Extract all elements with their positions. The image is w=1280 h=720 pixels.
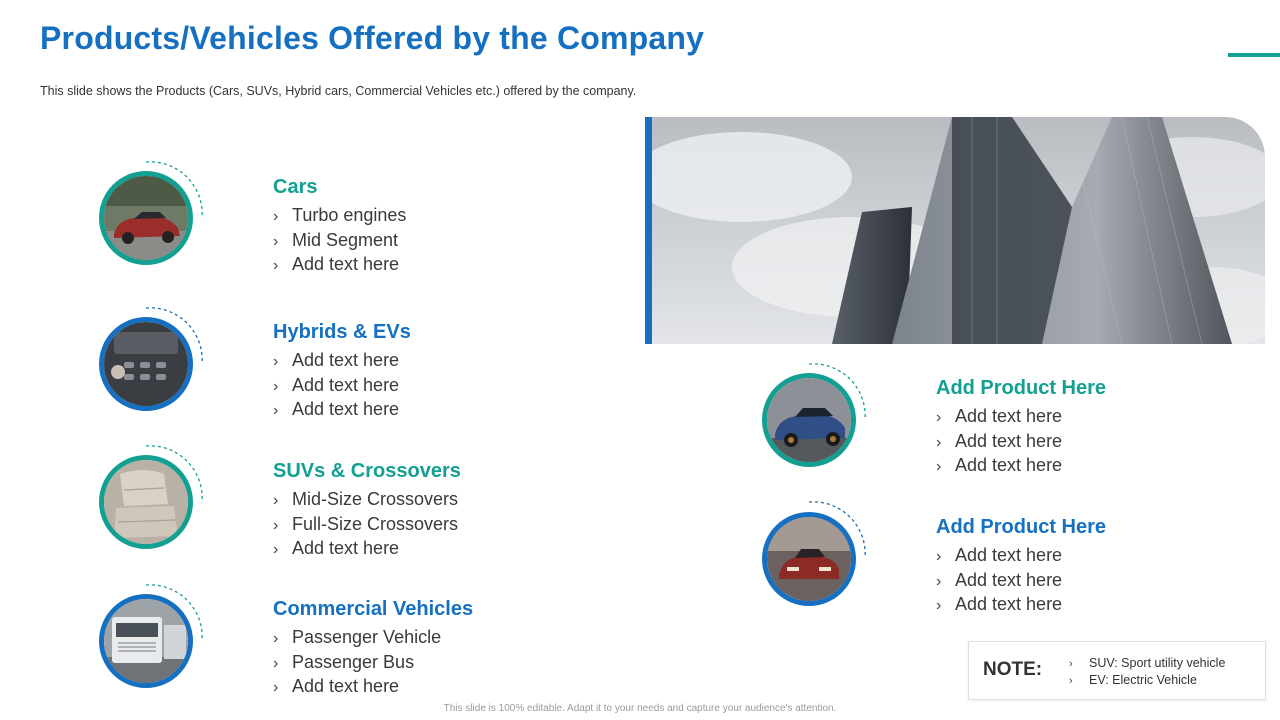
chevron-right-icon: › [936,572,942,590]
slide-footer: This slide is 100% editable. Adapt it to your needs and capture your audience's attention. [443,703,837,714]
product-suvs-crossovers [273,460,673,562]
product-title: Cars [273,176,318,198]
list-item: › Passenger Vehicle [273,626,673,651]
chevron-right-icon: › [273,654,279,672]
product-title: Add Product Here [936,377,1107,399]
slide-subtitle: This slide shows the Products (Cars, SUVs, Hybrid cars, Commercial Vehicles etc.) offered by the company. [40,84,637,98]
product-add-1 [936,377,1266,479]
product-commercial-vehicles [273,598,673,700]
chevron-right-icon: › [273,353,279,370]
product-title: Add Product Here [936,516,1107,538]
chevron-right-icon: › [273,377,279,395]
list-item: › Add text here [936,569,1266,594]
slide-title: Products/Vehicles Offered by the Company [40,20,705,56]
list-item: › Add text here [273,349,673,374]
chevron-right-icon: › [273,257,279,274]
list-item: › SUV: Sport utility vehicle [1069,656,1226,670]
list-item: › Add text here [936,593,1266,618]
list-item: › EV: Electric Vehicle [1069,673,1197,687]
trucks-photo-icon [99,594,193,688]
product-hybrids-evs [273,321,673,423]
list-item: › Add text here [273,374,673,399]
note-box [968,641,1266,700]
chevron-right-icon: › [1069,658,1073,670]
product-add-2 [936,516,1266,618]
skyscraper-photo-icon [652,117,1265,344]
list-item: › Add text here [273,253,673,278]
list-item: › Mid-Size Crossovers [273,488,673,513]
product-title: Hybrids & EVs [273,321,411,343]
chevron-right-icon: › [273,492,279,509]
dashboard-controls-photo-icon [99,317,193,411]
car-seat-interior-photo-icon [99,455,193,549]
chevron-right-icon: › [936,458,942,475]
product-title: Commercial Vehicles [273,598,474,620]
chevron-right-icon: › [936,409,942,426]
product-cars [273,176,673,278]
chevron-right-icon: › [936,433,942,451]
list-item: › Add text here [936,405,1266,430]
list-item: › Add text here [936,430,1266,455]
chevron-right-icon: › [936,548,942,565]
chevron-right-icon: › [273,208,279,225]
chevron-right-icon: › [273,402,279,419]
chevron-right-icon: › [1069,675,1073,687]
list-item: › Full-Size Crossovers [273,513,673,538]
chevron-right-icon: › [273,232,279,250]
blue-sports-car-photo-icon [762,373,856,467]
red-sedan-photo-icon [762,512,856,606]
list-item: › Add text here [273,537,673,562]
chevron-right-icon: › [273,516,279,534]
product-title: SUVs & Crossovers [273,460,461,482]
chevron-right-icon: › [273,630,279,647]
list-item: › Add text here [273,675,673,700]
list-item: › Passenger Bus [273,651,673,676]
accent-bar [1228,53,1280,57]
list-item: › Mid Segment [273,229,673,254]
list-item: › Turbo engines [273,204,673,229]
note-label: NOTE: [983,659,1043,680]
chevron-right-icon: › [273,541,279,558]
red-car-photo-icon [99,171,193,265]
list-item: › Add text here [936,544,1266,569]
chevron-right-icon: › [273,679,279,696]
list-item: › Add text here [936,454,1266,479]
list-item: › Add text here [273,398,673,423]
chevron-right-icon: › [936,597,942,614]
